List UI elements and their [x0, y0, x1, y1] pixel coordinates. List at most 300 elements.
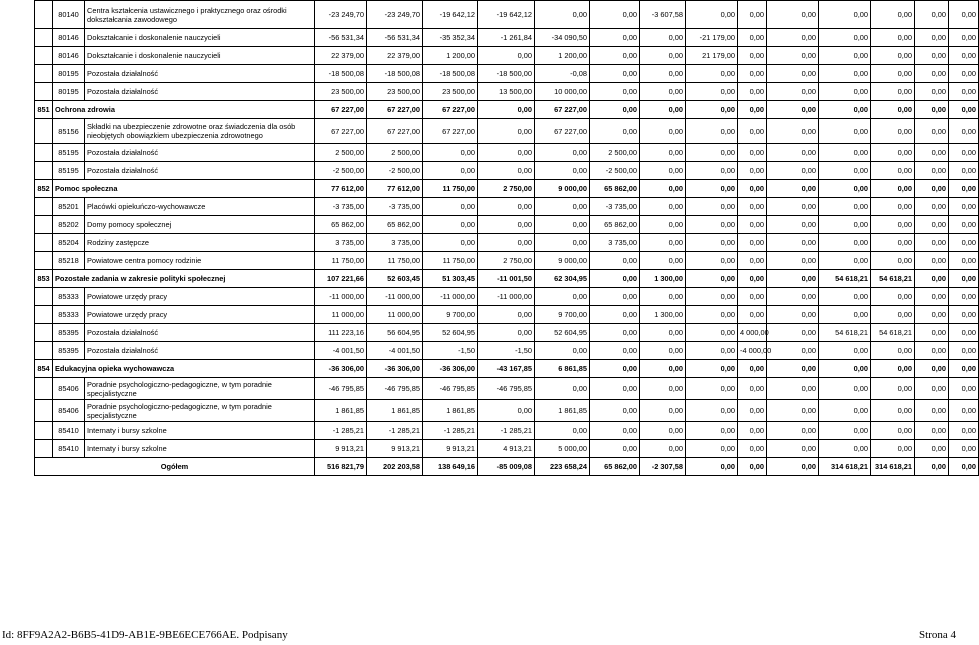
amount-cell: 1 861,85 [535, 400, 590, 422]
amount-cell: 3 735,00 [367, 234, 423, 252]
amount-cell: 0,00 [767, 342, 819, 360]
amount-cell: 0,00 [819, 144, 871, 162]
amount-cell: 0,00 [949, 306, 979, 324]
amount-cell: 3 735,00 [315, 234, 367, 252]
amount-cell: -3 735,00 [315, 198, 367, 216]
amount-cell: -1 261,84 [478, 29, 535, 47]
amount-cell: 0,00 [738, 162, 767, 180]
amount-cell: 0,00 [590, 270, 640, 288]
amount-cell: 0,00 [949, 400, 979, 422]
amount-cell: 0,00 [949, 101, 979, 119]
amount-cell: 23 500,00 [367, 83, 423, 101]
amount-cell: 0,00 [767, 162, 819, 180]
amount-cell: 0,00 [915, 324, 949, 342]
amount-cell: -2 500,00 [367, 162, 423, 180]
amount-cell: -36 306,00 [423, 360, 478, 378]
amount-cell: 0,00 [640, 360, 686, 378]
amount-cell: 10 000,00 [535, 83, 590, 101]
amount-cell: 23 500,00 [315, 83, 367, 101]
table-row [35, 65, 979, 83]
amount-cell: -19 642,12 [423, 1, 478, 29]
amount-cell: 11 750,00 [315, 252, 367, 270]
amount-cell: 0,00 [738, 47, 767, 65]
amount-cell: -34 090,50 [535, 29, 590, 47]
amount-cell: 0,00 [767, 422, 819, 440]
chapter-code-cell: 85395 [53, 324, 85, 342]
amount-cell: 111 223,16 [315, 324, 367, 342]
table-row [35, 144, 979, 162]
empty-cell [35, 234, 53, 252]
description-cell: Poradnie psychologiczno-pedagogiczne, w tym poradnie specjalistyczne [85, 378, 315, 400]
section-row [35, 270, 979, 288]
amount-cell: 54 618,21 [871, 324, 915, 342]
amount-cell: -0,08 [535, 65, 590, 83]
amount-cell: 0,00 [871, 288, 915, 306]
amount-cell: 0,00 [915, 180, 949, 198]
section-row [35, 101, 979, 119]
amount-cell: -11 000,00 [478, 288, 535, 306]
amount-cell: -46 795,85 [423, 378, 478, 400]
amount-cell: -11 001,50 [478, 270, 535, 288]
amount-cell: 0,00 [686, 144, 738, 162]
page-number-footer: Strona 4 [919, 629, 956, 641]
amount-cell: 0,00 [915, 119, 949, 144]
amount-cell: 0,00 [819, 119, 871, 144]
total-amount-cell: 202 203,58 [367, 458, 423, 476]
amount-cell: 0,00 [871, 440, 915, 458]
amount-cell: 5 000,00 [535, 440, 590, 458]
amount-cell: 0,00 [738, 234, 767, 252]
total-amount-cell: 0,00 [915, 458, 949, 476]
amount-cell: 0,00 [590, 1, 640, 29]
table-row [35, 216, 979, 234]
amount-cell: -2 500,00 [590, 162, 640, 180]
table-body [35, 1, 979, 476]
amount-cell: -18 500,00 [478, 65, 535, 83]
amount-cell: -4 000,00 [738, 342, 767, 360]
description-cell: Pozostała działalność [85, 162, 315, 180]
amount-cell: 0,00 [738, 270, 767, 288]
amount-cell: 0,00 [949, 180, 979, 198]
amount-cell: 0,00 [871, 360, 915, 378]
amount-cell: 0,00 [640, 198, 686, 216]
amount-cell: 0,00 [423, 234, 478, 252]
amount-cell: -19 642,12 [478, 1, 535, 29]
amount-cell: 0,00 [915, 342, 949, 360]
amount-cell: 0,00 [949, 440, 979, 458]
amount-cell: 0,00 [767, 360, 819, 378]
amount-cell: -4 001,50 [367, 342, 423, 360]
amount-cell: -46 795,85 [478, 378, 535, 400]
amount-cell: 0,00 [738, 288, 767, 306]
amount-cell: 0,00 [949, 342, 979, 360]
table-row [35, 288, 979, 306]
amount-cell: 0,00 [686, 180, 738, 198]
amount-cell: 0,00 [767, 216, 819, 234]
amount-cell: 0,00 [535, 234, 590, 252]
chapter-code-cell: 85410 [53, 422, 85, 440]
amount-cell: -18 500,08 [423, 65, 478, 83]
amount-cell: -11 000,00 [315, 288, 367, 306]
empty-cell [35, 324, 53, 342]
empty-cell [35, 83, 53, 101]
amount-cell: 9 913,21 [423, 440, 478, 458]
amount-cell: 0,00 [819, 306, 871, 324]
amount-cell: 0,00 [590, 29, 640, 47]
description-cell: Rodziny zastępcze [85, 234, 315, 252]
amount-cell: 0,00 [915, 306, 949, 324]
amount-cell: 0,00 [535, 342, 590, 360]
amount-cell: 0,00 [871, 252, 915, 270]
amount-cell: 0,00 [535, 288, 590, 306]
amount-cell: 0,00 [686, 198, 738, 216]
amount-cell: 67 227,00 [535, 119, 590, 144]
amount-cell: 0,00 [819, 1, 871, 29]
empty-cell [35, 29, 53, 47]
amount-cell: 67 227,00 [315, 101, 367, 119]
amount-cell: 9 913,21 [315, 440, 367, 458]
amount-cell: 0,00 [767, 101, 819, 119]
amount-cell: 0,00 [590, 324, 640, 342]
amount-cell: 0,00 [478, 306, 535, 324]
amount-cell: 0,00 [915, 360, 949, 378]
description-cell: Powiatowe urzędy pracy [85, 306, 315, 324]
amount-cell: 0,00 [590, 288, 640, 306]
total-amount-cell: 314 618,21 [871, 458, 915, 476]
amount-cell: 0,00 [819, 288, 871, 306]
amount-cell: 0,00 [535, 378, 590, 400]
amount-cell: 0,00 [738, 422, 767, 440]
amount-cell: 0,00 [767, 29, 819, 47]
amount-cell: 56 604,95 [367, 324, 423, 342]
amount-cell: 0,00 [871, 400, 915, 422]
amount-cell: 0,00 [949, 324, 979, 342]
amount-cell: 0,00 [590, 119, 640, 144]
amount-cell: 0,00 [871, 162, 915, 180]
amount-cell: -11 000,00 [367, 288, 423, 306]
amount-cell: 21 179,00 [686, 47, 738, 65]
empty-cell [35, 1, 53, 29]
amount-cell: 0,00 [767, 440, 819, 458]
description-cell: Poradnie psychologiczno-pedagogiczne, w tym poradnie specjalistyczne [85, 400, 315, 422]
amount-cell: 0,00 [949, 144, 979, 162]
amount-cell: -1,50 [478, 342, 535, 360]
amount-cell: 1 300,00 [640, 270, 686, 288]
description-cell: Placówki opiekuńczo-wychowawcze [85, 198, 315, 216]
amount-cell: 0,00 [871, 144, 915, 162]
amount-cell: 0,00 [915, 47, 949, 65]
amount-cell: 0,00 [871, 65, 915, 83]
amount-cell: 0,00 [640, 342, 686, 360]
amount-cell: 0,00 [640, 324, 686, 342]
amount-cell: 0,00 [871, 83, 915, 101]
amount-cell: 0,00 [949, 288, 979, 306]
amount-cell: -56 531,34 [315, 29, 367, 47]
chapter-code-cell: 80146 [53, 29, 85, 47]
table-row [35, 324, 979, 342]
amount-cell: 6 861,85 [535, 360, 590, 378]
amount-cell: 0,00 [871, 306, 915, 324]
amount-cell: 0,00 [767, 65, 819, 83]
amount-cell: 0,00 [738, 119, 767, 144]
amount-cell: 54 618,21 [871, 270, 915, 288]
amount-cell: 54 618,21 [819, 270, 871, 288]
amount-cell: 0,00 [767, 180, 819, 198]
amount-cell: 0,00 [640, 29, 686, 47]
amount-cell: 0,00 [640, 288, 686, 306]
amount-cell: 23 500,00 [423, 83, 478, 101]
empty-cell [35, 252, 53, 270]
amount-cell: 0,00 [640, 83, 686, 101]
amount-cell: 0,00 [478, 216, 535, 234]
table-row [35, 440, 979, 458]
amount-cell: -36 306,00 [315, 360, 367, 378]
amount-cell: 0,00 [686, 422, 738, 440]
amount-cell: 0,00 [819, 216, 871, 234]
empty-cell [35, 47, 53, 65]
amount-cell: 0,00 [686, 378, 738, 400]
amount-cell: 0,00 [915, 288, 949, 306]
amount-cell: 0,00 [640, 47, 686, 65]
description-cell: Centra kształcenia ustawicznego i praktycznego oraz ośrodki dokształcania zawodowego [85, 1, 315, 29]
amount-cell: 0,00 [915, 216, 949, 234]
chapter-code-cell: 80195 [53, 83, 85, 101]
empty-cell [35, 422, 53, 440]
empty-cell [35, 144, 53, 162]
amount-cell: 0,00 [590, 422, 640, 440]
amount-cell: 0,00 [871, 422, 915, 440]
amount-cell: 67 227,00 [367, 119, 423, 144]
chapter-code-cell: 85406 [53, 378, 85, 400]
amount-cell: 0,00 [640, 252, 686, 270]
amount-cell: 0,00 [590, 306, 640, 324]
chapter-code-cell: 80140 [53, 1, 85, 29]
amount-cell: 0,00 [686, 162, 738, 180]
amount-cell: 0,00 [767, 1, 819, 29]
amount-cell: -2 500,00 [315, 162, 367, 180]
amount-cell: 0,00 [478, 101, 535, 119]
section-name-cell: Pomoc społeczna [53, 180, 315, 198]
amount-cell: 0,00 [915, 198, 949, 216]
amount-cell: 77 612,00 [367, 180, 423, 198]
amount-cell: 0,00 [478, 144, 535, 162]
total-amount-cell: 314 618,21 [819, 458, 871, 476]
section-row [35, 180, 979, 198]
amount-cell: -3 735,00 [367, 198, 423, 216]
amount-cell: 0,00 [819, 198, 871, 216]
amount-cell: 0,00 [738, 360, 767, 378]
amount-cell: 0,00 [535, 144, 590, 162]
amount-cell: 0,00 [478, 324, 535, 342]
amount-cell: 0,00 [949, 29, 979, 47]
amount-cell: 0,00 [767, 83, 819, 101]
amount-cell: 0,00 [871, 378, 915, 400]
amount-cell: 0,00 [871, 234, 915, 252]
amount-cell: 0,00 [949, 65, 979, 83]
chapter-code-cell: 85333 [53, 288, 85, 306]
amount-cell: 2 500,00 [315, 144, 367, 162]
amount-cell: 0,00 [640, 144, 686, 162]
amount-cell: 0,00 [686, 306, 738, 324]
empty-cell [35, 400, 53, 422]
amount-cell: 9 700,00 [423, 306, 478, 324]
amount-cell: 0,00 [915, 440, 949, 458]
amount-cell: 0,00 [949, 1, 979, 29]
amount-cell: 0,00 [767, 234, 819, 252]
amount-cell: 4 000,00 [738, 324, 767, 342]
amount-cell: 0,00 [819, 360, 871, 378]
amount-cell: 0,00 [590, 101, 640, 119]
amount-cell: 0,00 [871, 47, 915, 65]
amount-cell: 54 618,21 [819, 324, 871, 342]
amount-cell: 0,00 [686, 101, 738, 119]
amount-cell: 9 000,00 [535, 252, 590, 270]
amount-cell: 0,00 [819, 47, 871, 65]
amount-cell: 0,00 [819, 83, 871, 101]
amount-cell: 0,00 [819, 400, 871, 422]
table-row [35, 306, 979, 324]
amount-cell: 2 750,00 [478, 180, 535, 198]
amount-cell: 0,00 [915, 162, 949, 180]
amount-cell: 0,00 [478, 47, 535, 65]
amount-cell: 0,00 [423, 198, 478, 216]
section-code-cell: 852 [35, 180, 53, 198]
amount-cell: -1,50 [423, 342, 478, 360]
amount-cell: 67 227,00 [423, 119, 478, 144]
amount-cell: 0,00 [686, 1, 738, 29]
amount-cell: 0,00 [686, 252, 738, 270]
total-amount-cell: 0,00 [738, 458, 767, 476]
amount-cell: 11 750,00 [423, 252, 478, 270]
chapter-code-cell: 85395 [53, 342, 85, 360]
amount-cell: 0,00 [915, 270, 949, 288]
amount-cell: 0,00 [590, 65, 640, 83]
amount-cell: 0,00 [478, 198, 535, 216]
amount-cell: 0,00 [535, 1, 590, 29]
amount-cell: -1 285,21 [315, 422, 367, 440]
amount-cell: 0,00 [767, 378, 819, 400]
amount-cell: 13 500,00 [478, 83, 535, 101]
amount-cell: 0,00 [949, 270, 979, 288]
total-amount-cell: -2 307,58 [640, 458, 686, 476]
amount-cell: 0,00 [915, 144, 949, 162]
amount-cell: 0,00 [738, 65, 767, 83]
amount-cell: 0,00 [738, 29, 767, 47]
amount-cell: 0,00 [819, 252, 871, 270]
section-code-cell: 853 [35, 270, 53, 288]
amount-cell: 0,00 [767, 144, 819, 162]
empty-cell [35, 440, 53, 458]
amount-cell: 65 862,00 [367, 216, 423, 234]
amount-cell: 0,00 [819, 180, 871, 198]
amount-cell: 52 604,95 [535, 324, 590, 342]
empty-cell [35, 378, 53, 400]
total-amount-cell: 516 821,79 [315, 458, 367, 476]
amount-cell: 0,00 [767, 47, 819, 65]
amount-cell: 52 603,45 [367, 270, 423, 288]
amount-cell: 0,00 [738, 400, 767, 422]
total-amount-cell: -85 009,08 [478, 458, 535, 476]
amount-cell: 0,00 [871, 119, 915, 144]
amount-cell: 51 303,45 [423, 270, 478, 288]
amount-cell: 0,00 [767, 288, 819, 306]
amount-cell: 0,00 [590, 440, 640, 458]
amount-cell: 65 862,00 [315, 216, 367, 234]
total-amount-cell: 65 862,00 [590, 458, 640, 476]
amount-cell: 0,00 [819, 422, 871, 440]
amount-cell: 62 304,95 [535, 270, 590, 288]
amount-cell: 9 913,21 [367, 440, 423, 458]
amount-cell: -3 735,00 [590, 198, 640, 216]
table-row [35, 234, 979, 252]
amount-cell: 0,00 [767, 119, 819, 144]
amount-cell: 0,00 [819, 101, 871, 119]
amount-cell: -36 306,00 [367, 360, 423, 378]
amount-cell: 0,00 [686, 83, 738, 101]
amount-cell: 22 379,00 [367, 47, 423, 65]
amount-cell: 0,00 [949, 234, 979, 252]
amount-cell: 0,00 [767, 252, 819, 270]
empty-cell [35, 342, 53, 360]
table-row [35, 47, 979, 65]
amount-cell: 0,00 [478, 400, 535, 422]
description-cell: Pozostała działalność [85, 342, 315, 360]
amount-cell: 0,00 [767, 270, 819, 288]
amount-cell: 0,00 [640, 234, 686, 252]
amount-cell: 0,00 [819, 29, 871, 47]
amount-cell: 4 913,21 [478, 440, 535, 458]
chapter-code-cell: 85156 [53, 119, 85, 144]
amount-cell: -23 249,70 [315, 1, 367, 29]
amount-cell: 67 227,00 [535, 101, 590, 119]
amount-cell: 11 000,00 [367, 306, 423, 324]
amount-cell: 67 227,00 [367, 101, 423, 119]
budget-table [34, 0, 979, 476]
table-row [35, 198, 979, 216]
amount-cell: 0,00 [640, 440, 686, 458]
table-row [35, 252, 979, 270]
amount-cell: 0,00 [478, 234, 535, 252]
amount-cell: -1 285,21 [423, 422, 478, 440]
amount-cell: 0,00 [871, 180, 915, 198]
amount-cell: 1 861,85 [315, 400, 367, 422]
amount-cell: 0,00 [535, 216, 590, 234]
amount-cell: 0,00 [478, 162, 535, 180]
description-cell: Pozostała działalność [85, 65, 315, 83]
amount-cell: 0,00 [640, 162, 686, 180]
chapter-code-cell: 85195 [53, 162, 85, 180]
amount-cell: 0,00 [686, 440, 738, 458]
description-cell: Powiatowe centra pomocy rodzinie [85, 252, 315, 270]
document-id-footer: Id: 8FF9A2A2-B6B5-41D9-AB1E-9BE6ECE766AE. Podpisany [2, 629, 288, 641]
amount-cell: 0,00 [535, 162, 590, 180]
amount-cell: 0,00 [686, 288, 738, 306]
amount-cell: -56 531,34 [367, 29, 423, 47]
amount-cell: 22 379,00 [315, 47, 367, 65]
amount-cell: 0,00 [871, 342, 915, 360]
amount-cell: 0,00 [819, 65, 871, 83]
amount-cell: 0,00 [915, 83, 949, 101]
section-code-cell: 851 [35, 101, 53, 119]
amount-cell: 65 862,00 [590, 180, 640, 198]
empty-cell [35, 198, 53, 216]
amount-cell: 0,00 [590, 47, 640, 65]
amount-cell: 0,00 [871, 29, 915, 47]
amount-cell: 0,00 [819, 234, 871, 252]
amount-cell: 0,00 [819, 378, 871, 400]
section-code-cell: 854 [35, 360, 53, 378]
amount-cell: -35 352,34 [423, 29, 478, 47]
